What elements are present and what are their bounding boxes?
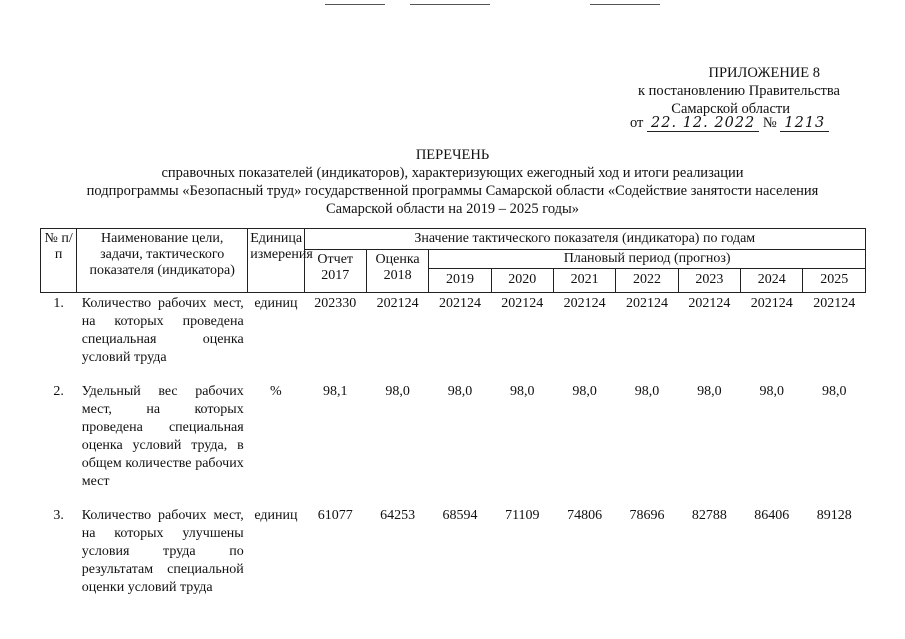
row-indicator-name: Количество рабочих мест, на которых улучшены условия труда по результатам специальной оценки условий труда [81,508,244,595]
row-value: 68594 [442,508,478,523]
row-value: 202330 [314,296,357,311]
row-value: 98,0 [759,384,784,399]
row-value: 202124 [688,296,731,311]
row-unit: % [270,384,282,399]
header-num: № п/п [41,229,77,293]
row-spacer-cell [41,491,866,505]
header-year: 2022 [616,269,678,293]
table-row [41,505,866,597]
row-value: 202124 [750,296,793,311]
row-value: 98,0 [821,384,847,399]
header-year: 2023 [678,269,740,293]
appendix-date-line [630,115,829,132]
header-year: 2021 [553,269,615,293]
number-prefix: № [762,115,777,131]
table-row [41,381,866,491]
row-value: 98,0 [634,384,660,399]
row-spacer [41,367,866,381]
row-value: 71109 [505,508,540,523]
row-value: 64253 [380,508,416,523]
heading-line-2: подпрограммы «Безопасный труд» государственной программы Самарской области «Содействие занятости населения [86,183,819,199]
row-value: 82788 [691,508,727,523]
header-year: 2020 [491,269,553,293]
row-unit: единиц [254,508,298,523]
header-year: 2019 [429,269,491,293]
scan-rule [325,4,385,5]
header-unit: Единица измерения [248,229,304,293]
appendix-title: ПРИЛОЖЕНИЕ 8 [708,65,820,81]
handwritten-number: 1213 [780,115,829,132]
date-prefix: от [630,115,644,131]
header-report-2017: Отчет 2017 [304,250,366,293]
header-estimate-2018: Оценка 2018 [366,250,428,293]
row-value: 202124 [438,296,481,311]
header-year: 2024 [741,269,803,293]
row-value: 202124 [376,296,419,311]
row-indicator-name: Количество рабочих мест, на которых проведена специальная оценка условий труда [81,296,244,365]
row-value: 98,0 [385,384,410,399]
row-value: 78696 [629,508,665,523]
row-value: 98,0 [447,384,473,399]
row-unit: единиц [254,296,298,311]
row-num: 3. [53,508,64,523]
row-value: 98,0 [697,384,722,399]
row-value: 86406 [754,508,790,523]
appendix-line-1: к постановлению Правительства [638,83,840,99]
heading-line-1: справочных показателей (индикаторов), характеризующих ежегодный ход и итоги реализации [161,165,744,181]
table-row [41,293,866,368]
row-num: 2. [53,384,64,399]
header-name: Наименование цели, задачи, тактического показателя (индикатора) [77,229,248,293]
header-values-group: Значение тактического показателя (индикатора) по годам [304,229,865,250]
header-plan-group: Плановый период (прогноз) [429,250,866,269]
row-value: 98,0 [572,384,597,399]
scan-rule [410,4,490,5]
document-heading [0,146,905,218]
appendix-block [600,64,870,118]
row-value: 74806 [567,508,603,523]
appendix-line-2: Самарской области [671,101,790,117]
row-spacer [41,491,866,505]
row-value: 202124 [501,296,544,311]
row-value: 89128 [816,508,852,523]
row-value: 98,1 [322,384,348,399]
row-value: 98,0 [510,384,535,399]
header-year: 2025 [803,269,866,293]
row-value: 202124 [563,296,606,311]
scan-rule [590,4,660,5]
heading-line-3: Самарской области на 2019 – 2025 годы» [325,201,580,217]
heading-title: ПЕРЕЧЕНЬ [415,147,490,163]
row-value: 202124 [813,296,856,311]
row-value: 61077 [317,508,353,523]
row-num: 1. [53,296,64,311]
row-spacer-cell [41,367,866,381]
handwritten-date: 22. 12. 2022 [647,115,759,132]
indicators-table [40,228,866,597]
row-indicator-name: Удельный вес рабочих мест, на которых проведена специальная оценка условий труда, в общем количестве рабочих мест [81,384,244,489]
row-value: 202124 [626,296,669,311]
